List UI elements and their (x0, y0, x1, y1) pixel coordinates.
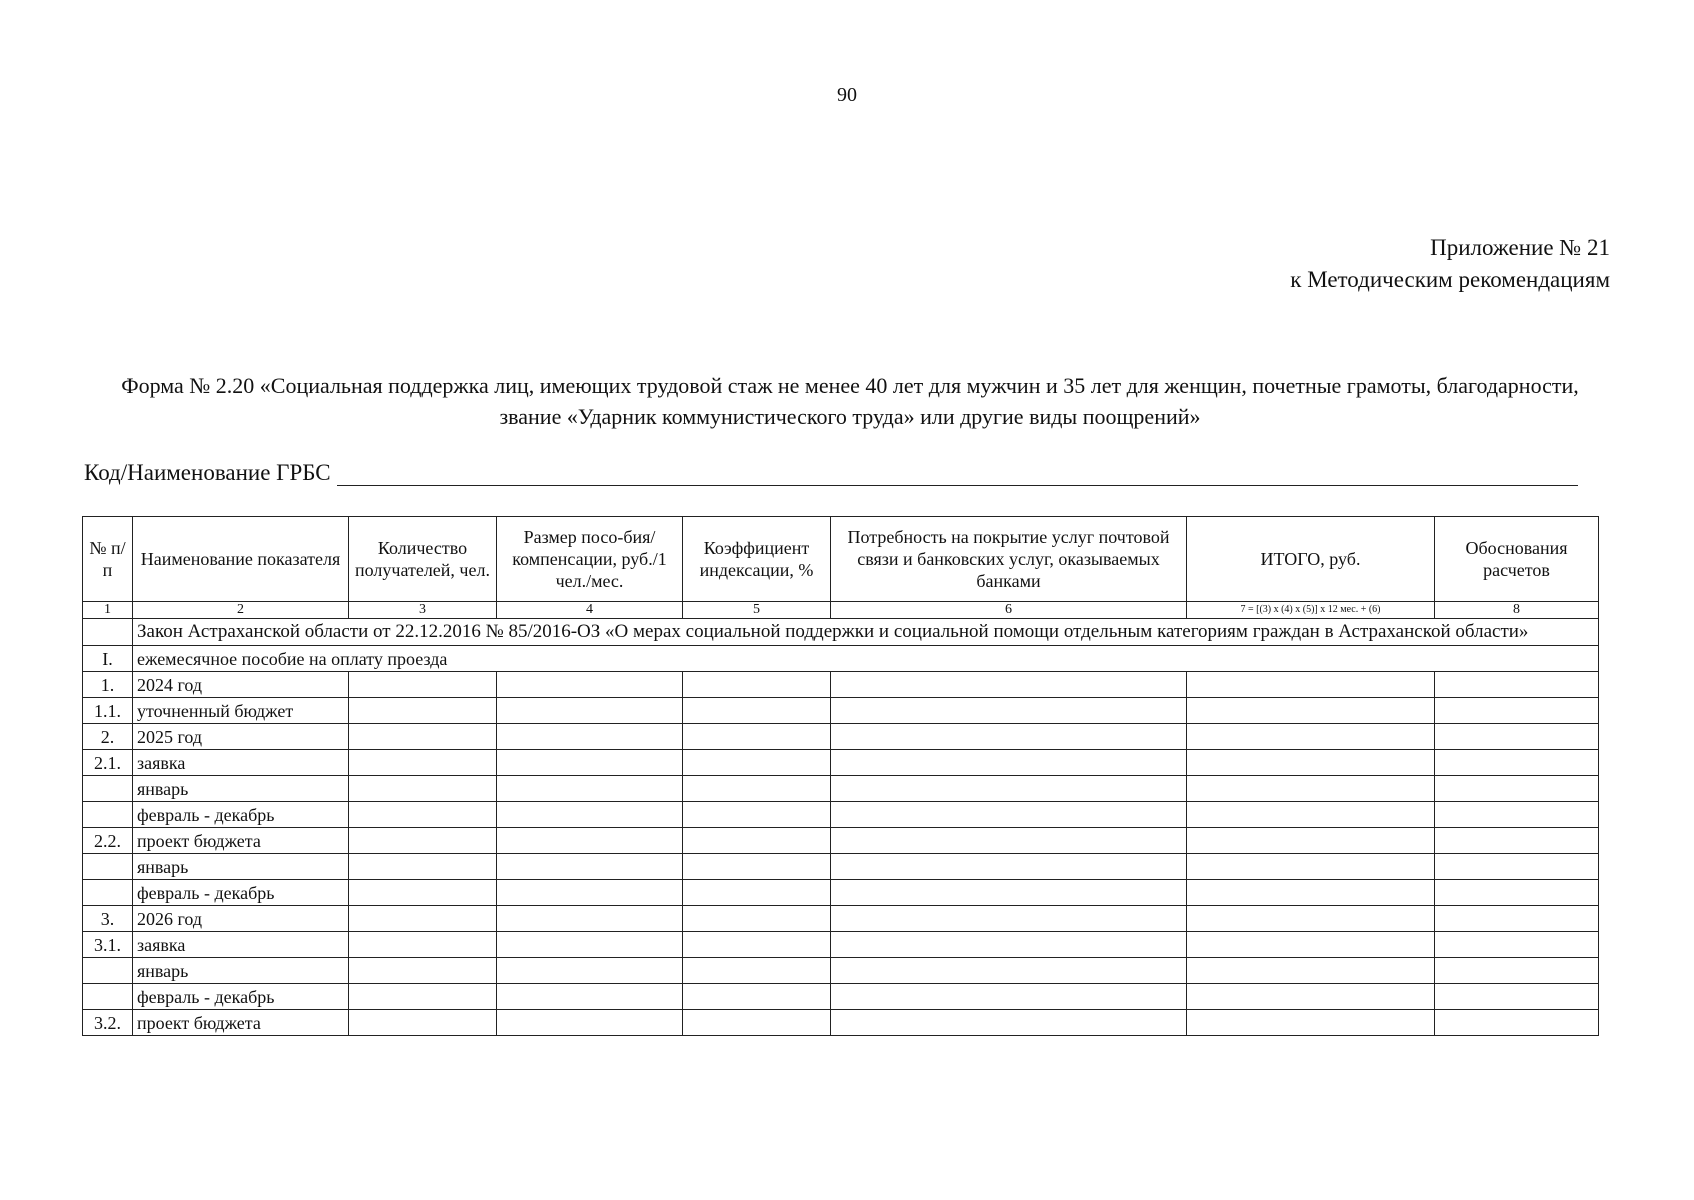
data-cell[interactable] (349, 776, 497, 802)
data-cell[interactable] (1435, 802, 1599, 828)
row-number: 2.2. (83, 828, 133, 854)
column-number-formula: 7 = [(3) x (4) x (5)] x 12 мес. + (6) (1187, 602, 1435, 619)
row-name: январь (133, 854, 349, 880)
data-cell[interactable] (349, 854, 497, 880)
header-cell: ИТОГО, руб. (1187, 517, 1435, 602)
data-cell[interactable] (497, 932, 683, 958)
data-cell[interactable] (831, 802, 1187, 828)
section-num: I. (83, 646, 133, 672)
data-cell[interactable] (1435, 854, 1599, 880)
row-name: заявка (133, 750, 349, 776)
header-cell: № п/п (83, 517, 133, 602)
table-row (83, 958, 1599, 984)
data-cell[interactable] (497, 880, 683, 906)
data-cell[interactable] (497, 984, 683, 1010)
data-cell[interactable] (1187, 880, 1435, 906)
data-cell[interactable] (497, 698, 683, 724)
data-cell[interactable] (1435, 724, 1599, 750)
header-cell: Количество получателей, чел. (349, 517, 497, 602)
data-cell[interactable] (683, 802, 831, 828)
row-number: 1.1. (83, 698, 133, 724)
data-cell[interactable] (831, 750, 1187, 776)
law-text: Закон Астраханской области от 22.12.2016 № 85/2016-ОЗ «О мерах социальной поддержки и социальной помощи отдельным категориям граждан в Астраханской области» (133, 619, 1599, 646)
column-number: 1 (83, 602, 133, 619)
data-cell[interactable] (683, 1010, 831, 1036)
data-cell[interactable] (497, 828, 683, 854)
data-cell[interactable] (683, 776, 831, 802)
data-cell[interactable] (1187, 802, 1435, 828)
data-cell[interactable] (683, 854, 831, 880)
page-number: 90 (837, 84, 857, 106)
data-cell[interactable] (1435, 880, 1599, 906)
row-name: 2026 год (133, 906, 349, 932)
table-row (83, 880, 1599, 906)
appendix-line-1: Приложение № 21 (1430, 235, 1610, 260)
row-number (83, 984, 133, 1010)
section-name: ежемесячное пособие на оплату проезда (133, 646, 1599, 672)
data-cell[interactable] (683, 932, 831, 958)
table-row (83, 932, 1599, 958)
header-cell: Коэффициент индексации, % (683, 517, 831, 602)
data-cell[interactable] (349, 958, 497, 984)
table-row (83, 724, 1599, 750)
row-name: проект бюджета (133, 828, 349, 854)
table-row (83, 776, 1599, 802)
data-cell[interactable] (1187, 1010, 1435, 1036)
table-row (83, 1010, 1599, 1036)
row-number: 3.1. (83, 932, 133, 958)
table-header-row (83, 517, 1599, 602)
column-number-row (83, 602, 1599, 619)
data-cell[interactable] (497, 1010, 683, 1036)
row-number: 3.2. (83, 1010, 133, 1036)
data-cell[interactable] (1187, 984, 1435, 1010)
data-cell[interactable] (497, 776, 683, 802)
data-cell[interactable] (683, 724, 831, 750)
row-name: 2024 год (133, 672, 349, 698)
data-cell[interactable] (349, 698, 497, 724)
data-cell[interactable] (349, 802, 497, 828)
data-cell[interactable] (497, 724, 683, 750)
row-name: уточненный бюджет (133, 698, 349, 724)
data-cell[interactable] (497, 750, 683, 776)
data-cell[interactable] (1435, 672, 1599, 698)
data-cell[interactable] (349, 880, 497, 906)
row-name: февраль - декабрь (133, 880, 349, 906)
table-row (83, 854, 1599, 880)
header-cell: Потребность на покрытие услуг почтовой связи и банковских услуг, оказываемых банками (831, 517, 1187, 602)
data-cell[interactable] (831, 880, 1187, 906)
data-cell[interactable] (349, 750, 497, 776)
data-cell[interactable] (497, 802, 683, 828)
row-number (83, 958, 133, 984)
table-row (83, 802, 1599, 828)
data-cell[interactable] (349, 932, 497, 958)
data-cell[interactable] (683, 698, 831, 724)
data-cell[interactable] (497, 854, 683, 880)
data-cell[interactable] (831, 776, 1187, 802)
column-number: 4 (497, 602, 683, 619)
data-cell[interactable] (831, 906, 1187, 932)
data-cell[interactable] (1187, 724, 1435, 750)
data-cell[interactable] (683, 672, 831, 698)
data-cell[interactable] (1187, 854, 1435, 880)
data-cell[interactable] (1187, 776, 1435, 802)
data-cell[interactable] (831, 958, 1187, 984)
table-row (83, 828, 1599, 854)
column-number: 2 (133, 602, 349, 619)
row-number (83, 776, 133, 802)
data-cell[interactable] (831, 672, 1187, 698)
grbs-field (84, 460, 1578, 486)
data-cell[interactable] (683, 906, 831, 932)
appendix-note (1290, 232, 1610, 296)
section-row (83, 646, 1599, 672)
row-number: 2.1. (83, 750, 133, 776)
table-row (83, 698, 1599, 724)
law-row (83, 619, 1599, 646)
table-row (83, 984, 1599, 1010)
data-cell[interactable] (349, 906, 497, 932)
row-number: 3. (83, 906, 133, 932)
table-row (83, 750, 1599, 776)
data-cell[interactable] (349, 672, 497, 698)
header-cell: Наименование показателя (133, 517, 349, 602)
data-cell[interactable] (1187, 932, 1435, 958)
row-number: 1. (83, 672, 133, 698)
data-cell[interactable] (349, 984, 497, 1010)
row-name: январь (133, 958, 349, 984)
column-number: 5 (683, 602, 831, 619)
data-cell[interactable] (831, 828, 1187, 854)
data-cell[interactable] (683, 958, 831, 984)
data-cell[interactable] (831, 1010, 1187, 1036)
data-cell[interactable] (1187, 958, 1435, 984)
data-cell[interactable] (831, 698, 1187, 724)
data-cell[interactable] (683, 750, 831, 776)
grbs-label: Код/Наименование ГРБС (84, 460, 331, 485)
column-number: 8 (1435, 602, 1599, 619)
data-cell[interactable] (1187, 906, 1435, 932)
data-cell[interactable] (349, 724, 497, 750)
data-cell[interactable] (683, 828, 831, 854)
data-cell[interactable] (349, 1010, 497, 1036)
law-num-cell (83, 619, 133, 646)
row-number (83, 854, 133, 880)
data-cell[interactable] (683, 880, 831, 906)
header-cell: Размер посо-бия/компенсации, руб./1 чел./мес. (497, 517, 683, 602)
row-number: 2. (83, 724, 133, 750)
data-cell[interactable] (1435, 906, 1599, 932)
data-cell[interactable] (1435, 958, 1599, 984)
calculation-table (82, 516, 1599, 1036)
data-cell[interactable] (1435, 932, 1599, 958)
row-name: февраль - декабрь (133, 984, 349, 1010)
row-name: 2025 год (133, 724, 349, 750)
column-number: 3 (349, 602, 497, 619)
data-cell[interactable] (1435, 698, 1599, 724)
form-title: Форма № 2.20 «Социальная поддержка лиц, имеющих трудовой стаж не менее 40 лет для мужчин и 35 лет для женщин, почетные грамоты, благодарности, звание «Ударник коммунистического труда» или другие виды поощрений» (121, 373, 1579, 429)
data-cell[interactable] (831, 724, 1187, 750)
data-cell[interactable] (1435, 984, 1599, 1010)
data-cell[interactable] (1187, 672, 1435, 698)
table-row (83, 906, 1599, 932)
data-cell[interactable] (497, 958, 683, 984)
table-row (83, 672, 1599, 698)
column-number: 6 (831, 602, 1187, 619)
data-cell[interactable] (1435, 750, 1599, 776)
row-number (83, 802, 133, 828)
data-cell[interactable] (1187, 750, 1435, 776)
data-cell[interactable] (831, 984, 1187, 1010)
data-cell[interactable] (831, 854, 1187, 880)
row-name: заявка (133, 932, 349, 958)
appendix-line-2: к Методическим рекомендациям (1290, 267, 1610, 292)
data-cell[interactable] (1187, 698, 1435, 724)
data-cell[interactable] (1435, 776, 1599, 802)
data-cell[interactable] (497, 672, 683, 698)
data-cell[interactable] (831, 932, 1187, 958)
row-number (83, 880, 133, 906)
data-cell[interactable] (1435, 1010, 1599, 1036)
data-cell[interactable] (349, 828, 497, 854)
header-cell: Обоснования расчетов (1435, 517, 1599, 602)
row-name: февраль - декабрь (133, 802, 349, 828)
data-cell[interactable] (1435, 828, 1599, 854)
row-name: январь (133, 776, 349, 802)
data-cell[interactable] (1187, 828, 1435, 854)
data-cell[interactable] (497, 906, 683, 932)
grbs-fill-line[interactable] (337, 461, 1578, 486)
row-name: проект бюджета (133, 1010, 349, 1036)
data-cell[interactable] (683, 984, 831, 1010)
